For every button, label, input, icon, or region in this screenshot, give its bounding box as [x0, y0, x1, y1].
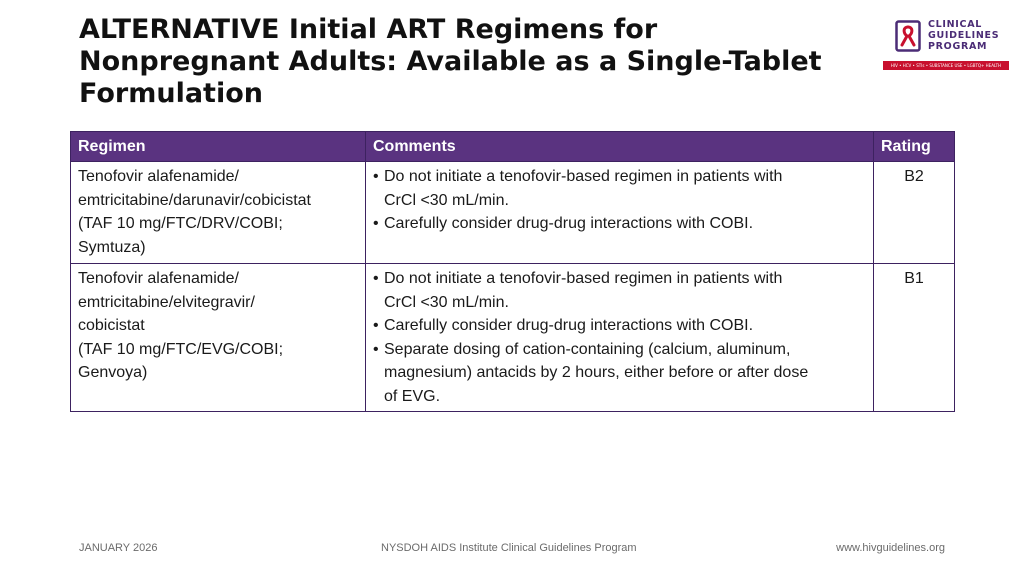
- slide-title-line: Nonpregnant Adults: Available as a Single-Tablet: [79, 46, 822, 77]
- regimen-line: Tenofovir alafenamide/: [78, 168, 239, 185]
- logo-tagline: HIV • HCV • STIs • SUBSTANCE USE • LGBTQ+ HEALTH: [883, 61, 1009, 70]
- comment-line: of EVG.: [384, 387, 441, 405]
- slide-title: [79, 14, 879, 110]
- logo-line: CLINICAL: [928, 19, 983, 30]
- logo-line: PROGRAM: [928, 41, 988, 52]
- regimens-table: [70, 131, 955, 412]
- regimen-line: (TAF 10 mg/FTC/DRV/COBI;: [78, 215, 283, 232]
- footer-url-link[interactable]: www.hivguidelines.org: [836, 542, 945, 554]
- footer-date: JANUARY 2026: [79, 542, 158, 554]
- comment-item: [373, 165, 866, 212]
- regimen-line: cobicistat: [78, 317, 145, 334]
- comment-item: [373, 212, 866, 236]
- comments-cell: [366, 264, 874, 412]
- regimen-line: emtricitabine/darunavir/cobicistat: [78, 191, 311, 209]
- table-header-row: [71, 132, 955, 162]
- comment-line: CrCl <30 mL/min.: [384, 191, 509, 209]
- regimen-line: (TAF 10 mg/FTC/EVG/COBI;: [78, 340, 284, 358]
- comment-line: CrCl <30 mL/min.: [384, 293, 509, 311]
- comment-item: [373, 338, 866, 409]
- comment-line: • Separate dosing of cation-containing (calcium, aluminum,: [384, 340, 791, 358]
- comment-line: • Do not initiate a tenofovir-based regimen in patients with: [384, 270, 783, 287]
- comments-list: [373, 267, 866, 408]
- comment-item: [373, 267, 866, 314]
- slide-title-line: ALTERNATIVE Initial ART Regimens for: [79, 14, 658, 45]
- regimen-line: Symtuza): [78, 238, 146, 256]
- regimen-cell: [71, 264, 366, 412]
- logo-wordmark: [928, 19, 999, 52]
- comment-item: [373, 314, 866, 338]
- rating-cell: B2: [874, 162, 955, 264]
- clinical-guidelines-program-logo: [883, 18, 1013, 76]
- regimen-line: emtricitabine/elvitegravir/: [78, 293, 255, 311]
- column-header-rating: Rating: [874, 132, 955, 162]
- comment-line: • Carefully consider drug-drug interactions with COBI.: [384, 215, 754, 232]
- column-header-regimen: Regimen: [71, 132, 366, 162]
- comment-line: • Do not initiate a tenofovir-based regimen in patients with: [384, 168, 783, 185]
- slide-title-line: Formulation: [79, 78, 263, 109]
- footer-program: NYSDOH AIDS Institute Clinical Guidelines Program: [381, 542, 637, 554]
- comment-line: • Carefully consider drug-drug interactions with COBI.: [384, 317, 754, 334]
- table-row: [71, 264, 955, 412]
- regimen-line: Genvoya): [78, 364, 148, 381]
- logo-line: GUIDELINES: [928, 30, 1000, 41]
- comments-cell: [366, 162, 874, 264]
- column-header-comments: Comments: [366, 132, 874, 162]
- comment-line: magnesium) antacids by 2 hours, either before or after dose: [384, 364, 809, 381]
- comments-list: [373, 165, 866, 236]
- regimen-cell: [71, 162, 366, 264]
- red-ribbon-icon: [895, 20, 921, 52]
- regimen-line: Tenofovir alafenamide/: [78, 270, 239, 287]
- table-row: [71, 162, 955, 264]
- rating-cell: B1: [874, 264, 955, 412]
